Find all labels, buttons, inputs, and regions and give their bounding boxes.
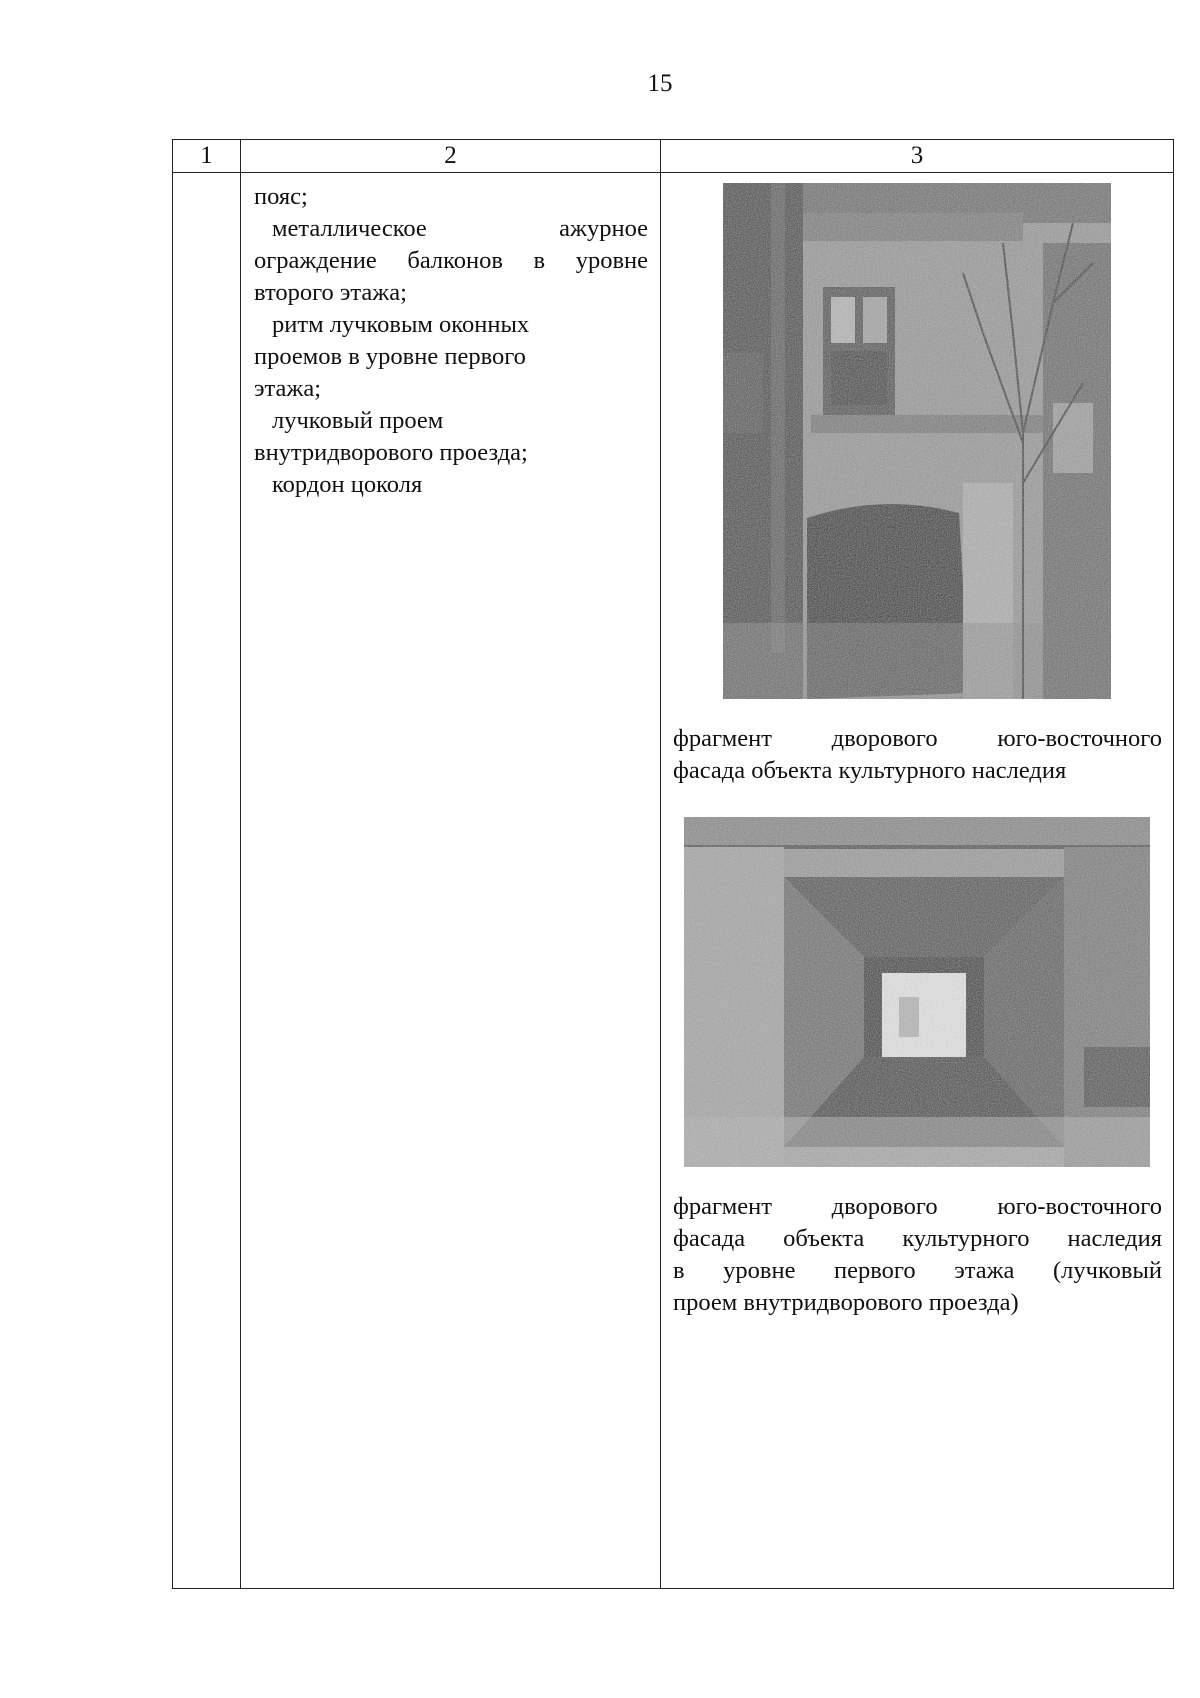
features-list: [241, 173, 660, 501]
facade-photo-drawing: [723, 183, 1111, 699]
feature-line: проемов в уровне первого: [254, 343, 526, 370]
feature-line: пояс;: [254, 183, 308, 210]
page-number: 15: [647, 70, 673, 97]
caption-line: в уровне первого этажа (лучковый: [673, 1257, 1162, 1284]
heritage-table: [172, 139, 1174, 1589]
caption-line: фрагмент дворового юго-восточного: [673, 1193, 1162, 1220]
table-header-row: [173, 140, 1174, 173]
caption-line: фрагмент дворового юго-восточного: [673, 725, 1162, 752]
header-col-3: 3: [661, 140, 1174, 173]
feature-line: этажа;: [254, 375, 322, 402]
caption-line: фасада объекта культурного наследия: [673, 1225, 1162, 1252]
photos-cell: [661, 173, 1174, 1589]
caption-line: фасада объекта культурного наследия: [673, 757, 1067, 784]
header-col-2: 2: [241, 140, 661, 173]
feature-line: внутридворового проезда;: [254, 439, 528, 466]
feature-line: кордон цоколя: [272, 471, 423, 498]
caption-line: проем внутридворового проезда): [673, 1289, 1019, 1316]
passage-photo-drawing: [684, 817, 1150, 1167]
header-col-1: 1: [173, 140, 241, 173]
feature-line: металлическое ажурное: [272, 215, 648, 242]
feature-line: ограждение балконов в уровне: [254, 247, 648, 274]
feature-line: ритм лучковым оконных: [272, 311, 530, 338]
table-row: [173, 173, 1174, 1589]
photos-column: [661, 173, 1173, 1319]
passage-photo-caption: [672, 1191, 1162, 1319]
row-number-cell: [173, 173, 241, 1589]
passage-photo: [684, 817, 1150, 1167]
facade-photo-caption: [672, 723, 1162, 787]
feature-line: второго этажа;: [254, 279, 407, 306]
facade-photo: [723, 183, 1111, 699]
features-cell: [241, 173, 661, 1589]
feature-line: лучковый проем: [272, 407, 444, 434]
